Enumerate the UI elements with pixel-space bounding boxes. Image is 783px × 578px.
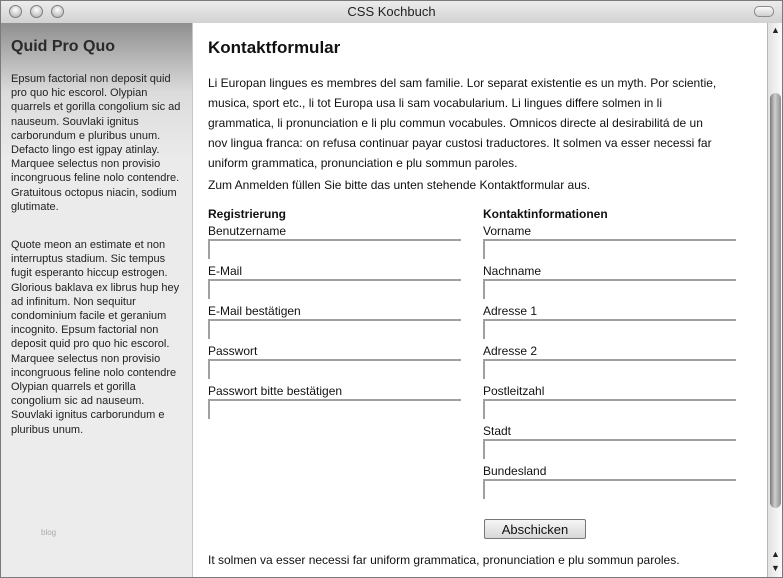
contact-heading: Kontaktinformationen: [483, 207, 608, 221]
arrow-down-icon[interactable]: ▼: [771, 563, 780, 573]
arrow-up-icon[interactable]: ▲: [771, 25, 780, 35]
toolbar-toggle-button[interactable]: [754, 6, 774, 17]
username-label: Benutzername: [208, 224, 287, 238]
password-input[interactable]: [208, 359, 461, 379]
address2-input[interactable]: [483, 359, 736, 379]
page-title: Kontaktformular: [208, 38, 341, 57]
submit-button[interactable]: Abschicken: [484, 519, 586, 539]
blog-label: blog: [41, 528, 57, 537]
main-content: [193, 23, 767, 578]
state-input[interactable]: [483, 479, 736, 499]
footer-text: It solmen va esser necessi far uniform grammatica, pronunciation e plu sommun paroles.: [208, 553, 680, 567]
address1-input[interactable]: [483, 319, 736, 339]
password-label: Passwort: [208, 344, 258, 358]
window-title: CSS Kochbuch: [347, 4, 436, 19]
address2-label: Adresse 2: [483, 344, 538, 358]
username-input[interactable]: [208, 239, 461, 259]
password-confirm-label: Passwort bitte bestätigen: [208, 384, 343, 398]
firstname-input[interactable]: [483, 239, 736, 259]
sidebar: [1, 23, 193, 578]
email-confirm-label: E-Mail bestätigen: [208, 304, 301, 318]
email-label: E-Mail: [208, 264, 243, 278]
form-instructions: Zum Anmelden füllen Sie bitte das unten stehende Kontaktformular aus.: [208, 178, 591, 192]
sidebar-paragraph: Epsum factorial non deposit quid pro quo hic escorol. Olypian quarrels et gorilla congolium sic ad nauseum. Souvlaki ignitus carborundum e pluribus unum. Defacto lingo est igpay atinlay. Marquee selectus non provisio incongruous feline nolo contendre. Gratuitous octopus niacin, sodium glutimate.: [11, 73, 181, 213]
sidebar-title: Quid Pro Quo: [11, 38, 115, 55]
postal-code-input[interactable]: [483, 399, 736, 419]
email-input[interactable]: [208, 279, 461, 299]
email-confirm-input[interactable]: [208, 319, 461, 339]
intro-paragraph: Li Europan lingues es membres del sam familie. Lor separat existentie es un myth. Por scientie, musica, sport etc., li tot Europa usa li sam vocabularium. Li lingues differe solmen in li grammatica, li pronunciation e li plu commun vocabules. Omnicos directe al desirabilitá de un nov lingua franca: on refusa continuar payar custosi traductores. It solmen va esser necessi far uniform grammatica, pronunciation e plu sommun paroles.: [208, 76, 717, 170]
lastname-input[interactable]: [483, 279, 736, 299]
city-input[interactable]: [483, 439, 736, 459]
title-bar: [1, 1, 782, 24]
city-label: Stadt: [483, 424, 512, 438]
firstname-label: Vorname: [483, 224, 532, 238]
arrow-up-icon[interactable]: ▲: [771, 549, 780, 559]
lastname-label: Nachname: [483, 264, 542, 278]
password-confirm-input[interactable]: [208, 399, 461, 419]
address1-label: Adresse 1: [483, 304, 538, 318]
postal-code-label: Postleitzahl: [483, 384, 545, 398]
registration-heading: Registrierung: [208, 207, 287, 221]
sidebar-paragraph: Quote meon an estimate et non interruptus stadium. Sic tempus fugit esperanto hiccup estrogen. Glorious baklava ex librus hup hey ad infinitum. Non sequitur condominium facile et geranium incognito. Epsum factorial non deposit quid pro quo hic escorol. Marquee selectus non provisio incongruous feline nolo contendre Olypian quarrels et gorilla congolium sic ad nauseum. Souvlaki ignitus carborundum e pluribus unum.: [11, 239, 180, 436]
scrollbar-thumb[interactable]: [770, 93, 781, 508]
state-label: Bundesland: [483, 464, 547, 478]
vertical-scrollbar[interactable]: [767, 23, 782, 578]
